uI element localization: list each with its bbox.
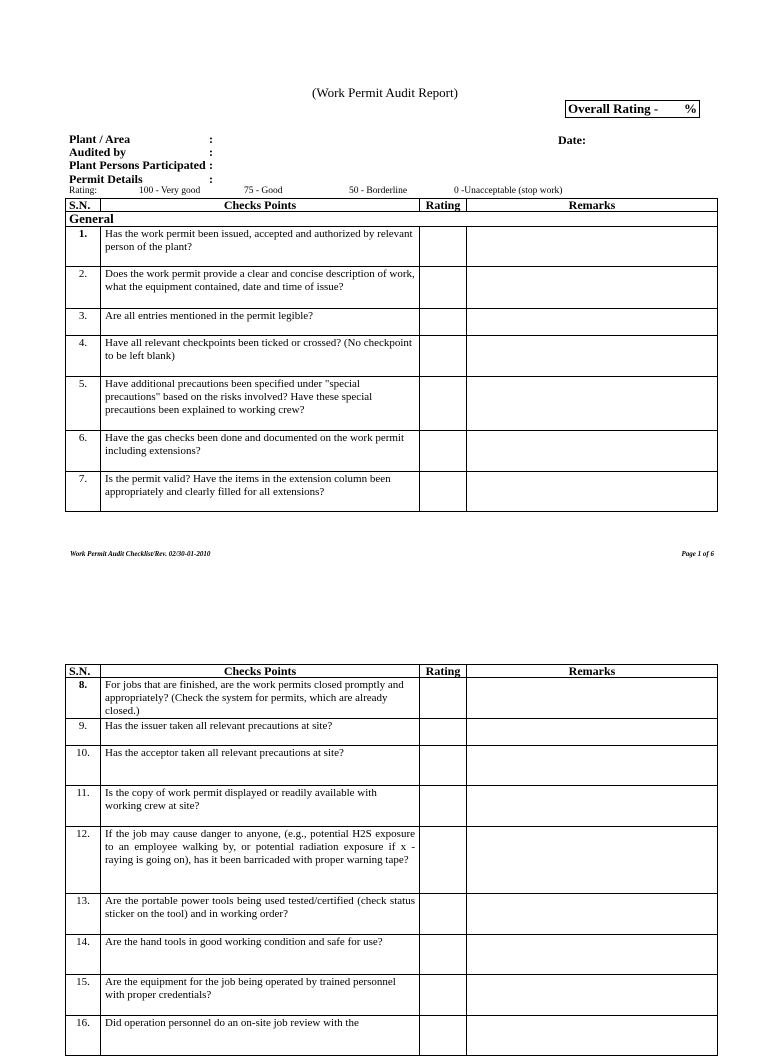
- row-check-point: Has the acceptor taken all relevant precautions at site?: [101, 746, 420, 786]
- table-row: [66, 1016, 718, 1056]
- rating-cell[interactable]: [420, 935, 467, 975]
- remarks-cell[interactable]: [467, 786, 718, 827]
- footer-page-number: Page 1 of 6: [681, 550, 714, 558]
- section-general-title: General: [66, 212, 718, 227]
- header-checks-points: Checks Points: [101, 665, 420, 678]
- remarks-cell[interactable]: [467, 377, 718, 431]
- remarks-cell[interactable]: [467, 678, 718, 719]
- rating-cell[interactable]: [420, 267, 467, 309]
- remarks-cell[interactable]: [467, 1016, 718, 1056]
- row-check-point: Have additional precautions been specified under "special precautions" based on the risks involved? Have these special precautions been explained to working crew?: [101, 377, 420, 431]
- row-sn: 4.: [66, 336, 101, 377]
- remarks-cell[interactable]: [467, 894, 718, 935]
- header-field-audited-by: Audited by: [69, 145, 127, 159]
- section-row: [66, 212, 718, 227]
- row-check-point: Are the hand tools in good working condition and safe for use?: [101, 935, 420, 975]
- row-sn: 13.: [66, 894, 101, 935]
- row-sn: 10.: [66, 746, 101, 786]
- remarks-cell[interactable]: [467, 746, 718, 786]
- header-field-plant-persons: Plant Persons Participated: [69, 158, 206, 172]
- header-rating: Rating: [420, 665, 467, 678]
- row-check-point: Has the issuer taken all relevant precautions at site?: [101, 719, 420, 746]
- row-sn: 6.: [66, 431, 101, 472]
- table-row: [66, 431, 718, 472]
- table-row: [66, 227, 718, 267]
- table-row: [66, 975, 718, 1016]
- row-sn: 2.: [66, 267, 101, 309]
- rating-cell[interactable]: [420, 377, 467, 431]
- row-check-point: Did operation personnel do an on-site job review with the: [101, 1016, 420, 1056]
- remarks-cell[interactable]: [467, 431, 718, 472]
- overall-rating-unit: %: [684, 101, 697, 116]
- row-check-point: Does the work permit provide a clear and concise description of work, what the equipment contained, date and time of issue?: [101, 267, 420, 309]
- table-row: [66, 935, 718, 975]
- rating-cell[interactable]: [420, 227, 467, 267]
- row-check-point: Have the gas checks been done and documented on the work permit including extensions?: [101, 431, 420, 472]
- row-sn: 3.: [66, 309, 101, 336]
- rating-level-borderline: 50 - Borderline: [349, 186, 408, 196]
- footer-revision: Work Permit Audit Checklist/Rev. 02/30-01-2010: [70, 550, 211, 558]
- checklist-table-page1: [65, 198, 718, 512]
- remarks-cell[interactable]: [467, 472, 718, 512]
- rating-cell[interactable]: [420, 746, 467, 786]
- rating-cell[interactable]: [420, 786, 467, 827]
- rating-cell[interactable]: [420, 719, 467, 746]
- header-remarks: Remarks: [467, 199, 718, 212]
- rating-cell[interactable]: [420, 975, 467, 1016]
- row-check-point: Are the equipment for the job being operated by trained personnel with proper credentials?: [101, 975, 420, 1016]
- remarks-cell[interactable]: [467, 975, 718, 1016]
- header-colon: :: [209, 172, 213, 186]
- rating-cell[interactable]: [420, 472, 467, 512]
- remarks-cell[interactable]: [467, 935, 718, 975]
- row-check-point: Are the portable power tools being used tested/certified (check status sticker on the tool) and in working order?: [101, 894, 420, 935]
- row-sn: 16.: [66, 1016, 101, 1056]
- header-field-permit-details: Permit Details: [69, 172, 143, 186]
- header-checks-points: Checks Points: [101, 199, 420, 212]
- table-row: [66, 678, 718, 719]
- table-row: [66, 267, 718, 309]
- row-check-point: If the job may cause danger to anyone, (e.g., potential H2S exposure to an employee walking by, or potential radiation exposure if x - raying is going on), has it been barricaded with proper warning tape?: [101, 827, 420, 894]
- table-row: [66, 336, 718, 377]
- overall-rating-label: Overall Rating -: [568, 101, 659, 116]
- row-sn: 8.: [66, 678, 101, 719]
- header-remarks: Remarks: [467, 665, 718, 678]
- table-row: [66, 377, 718, 431]
- row-sn: 11.: [66, 786, 101, 827]
- overall-rating-box: [565, 100, 700, 118]
- row-sn: 5.: [66, 377, 101, 431]
- row-check-point: For jobs that are finished, are the work permits closed promptly and appropriately? (Check the system for permits, which are already closed.): [101, 678, 420, 719]
- remarks-cell[interactable]: [467, 267, 718, 309]
- rating-cell[interactable]: [420, 894, 467, 935]
- checklist-table-page2: [65, 664, 718, 1056]
- table-row: [66, 894, 718, 935]
- row-check-point: Is the permit valid? Have the items in the extension column been appropriately and clearly filled for all extensions?: [101, 472, 420, 512]
- row-sn: 14.: [66, 935, 101, 975]
- table-row: [66, 827, 718, 894]
- rating-level-good: 75 - Good: [244, 186, 283, 196]
- header-colon: :: [209, 132, 213, 146]
- rating-cell[interactable]: [420, 1016, 467, 1056]
- date-label: Date:: [558, 133, 586, 147]
- table-row: [66, 309, 718, 336]
- row-check-point: Have all relevant checkpoints been ticked or crossed? (No checkpoint to be left blank): [101, 336, 420, 377]
- table-header-row: [66, 199, 718, 212]
- rating-cell[interactable]: [420, 431, 467, 472]
- rating-legend-label: Rating:: [69, 186, 97, 196]
- table-row: [66, 786, 718, 827]
- row-sn: 9.: [66, 719, 101, 746]
- remarks-cell[interactable]: [467, 827, 718, 894]
- report-title: (Work Permit Audit Report): [312, 85, 458, 100]
- row-sn: 7.: [66, 472, 101, 512]
- header-rating: Rating: [420, 199, 467, 212]
- rating-cell[interactable]: [420, 336, 467, 377]
- rating-cell[interactable]: [420, 678, 467, 719]
- header-colon: :: [209, 145, 213, 159]
- row-sn: 1.: [66, 227, 101, 267]
- row-sn: 12.: [66, 827, 101, 894]
- table-row: [66, 472, 718, 512]
- row-sn: 15.: [66, 975, 101, 1016]
- header-colon: :: [209, 158, 213, 172]
- rating-cell[interactable]: [420, 309, 467, 336]
- remarks-cell[interactable]: [467, 227, 718, 267]
- row-check-point: Is the copy of work permit displayed or readily available with working crew at site?: [101, 786, 420, 827]
- remarks-cell[interactable]: [467, 309, 718, 336]
- rating-level-unacceptable: 0 -Unacceptable (stop work): [454, 186, 563, 196]
- header-field-plant-area: Plant / Area: [69, 132, 131, 146]
- rating-cell[interactable]: [420, 827, 467, 894]
- table-row: [66, 746, 718, 786]
- rating-level-very-good: 100 - Very good: [139, 186, 201, 196]
- table-row: [66, 719, 718, 746]
- header-sn: S.N.: [66, 665, 101, 678]
- header-sn: S.N.: [66, 199, 101, 212]
- row-check-point: Are all entries mentioned in the permit legible?: [101, 309, 420, 336]
- table-header-row: [66, 665, 718, 678]
- row-check-point: Has the work permit been issued, accepted and authorized by relevant person of the plant?: [101, 227, 420, 267]
- remarks-cell[interactable]: [467, 719, 718, 746]
- remarks-cell[interactable]: [467, 336, 718, 377]
